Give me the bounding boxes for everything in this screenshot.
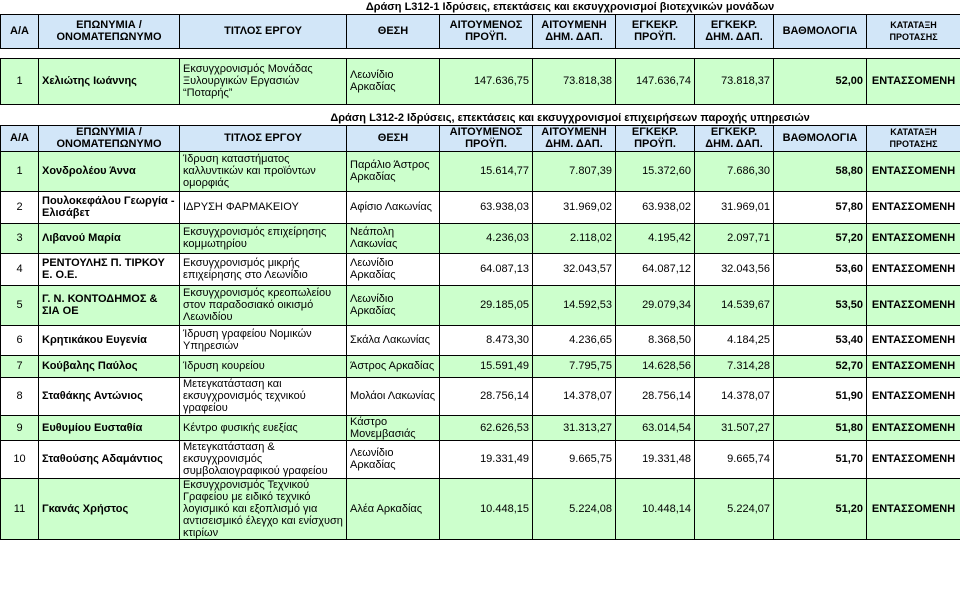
l312-2-cell-name: Σταθάκης Αντώνιος bbox=[39, 377, 180, 415]
l312-2-cell-approved-budget: 64.087,12 bbox=[616, 253, 695, 285]
l312-1-cell-approved-budget: 147.636,74 bbox=[616, 58, 695, 104]
l312-2-cell-approved-public-expense: 7.314,28 bbox=[695, 355, 774, 377]
table-row bbox=[1, 191, 960, 223]
l312-2-cell-requested-public-expense: 31.313,27 bbox=[533, 415, 616, 440]
l312-2-cell-project-title: Εκσυγχρονισμός μικρής επιχείρησης στο Λεωνίδιο bbox=[180, 253, 347, 285]
l312-2-cell-project-title: Κέντρο φυσικής ευεξίας bbox=[180, 415, 347, 440]
spacer-cell bbox=[1, 48, 960, 58]
l312-2-cell-approved-public-expense: 9.665,74 bbox=[695, 440, 774, 478]
l312-1-title-spacer bbox=[1, 0, 180, 14]
table-row bbox=[1, 440, 960, 478]
action-l312-1-table bbox=[0, 0, 960, 105]
l312-1-cell-aa: 1 bbox=[1, 58, 39, 104]
l312-2-cell-score: 57,20 bbox=[774, 223, 867, 253]
l312-2-cell-requested-public-expense: 7.807,39 bbox=[533, 151, 616, 191]
l312-2-cell-requested-budget: 15.591,49 bbox=[440, 355, 533, 377]
l312-2-cell-requested-public-expense: 5.224,08 bbox=[533, 478, 616, 539]
l312-2-cell-aa: 1 bbox=[1, 151, 39, 191]
l312-2-cell-ranking: ΕΝΤΑΣΣΟΜΕΝΗ bbox=[867, 223, 960, 253]
l312-2-header-requested-budget: ΑΙΤΟΥΜΕΝΟΣ ΠΡΟΫΠ. bbox=[440, 125, 533, 151]
l312-1-cell-project-title: Εκσυγχρονισμός Μονάδας Ξυλουργικών Εργασιών “Ποταρής” bbox=[180, 58, 347, 104]
l312-2-cell-ranking: ΕΝΤΑΣΣΟΜΕΝΗ bbox=[867, 253, 960, 285]
l312-2-cell-requested-budget: 64.087,13 bbox=[440, 253, 533, 285]
l312-2-cell-requested-public-expense: 32.043,57 bbox=[533, 253, 616, 285]
l312-2-cell-requested-budget: 29.185,05 bbox=[440, 285, 533, 325]
l312-2-header-approved-public-expense: ΕΓΚΕΚΡ. ΔΗΜ. ΔΑΠ. bbox=[695, 125, 774, 151]
l312-1-header-location: ΘΕΣΗ bbox=[347, 14, 440, 48]
l312-2-cell-location: Νεάπολη Λακωνίας bbox=[347, 223, 440, 253]
l312-2-cell-requested-public-expense: 9.665,75 bbox=[533, 440, 616, 478]
l312-2-cell-approved-public-expense: 14.378,07 bbox=[695, 377, 774, 415]
l312-2-cell-ranking: ΕΝΤΑΣΣΟΜΕΝΗ bbox=[867, 151, 960, 191]
l312-1-header-approved-budget: ΕΓΚΕΚΡ. ΠΡΟΫΠ. bbox=[616, 14, 695, 48]
l312-2-cell-requested-budget: 28.756,14 bbox=[440, 377, 533, 415]
l312-2-cell-project-title: Ίδρυση γραφείου Νομικών Υπηρεσιών bbox=[180, 325, 347, 355]
l312-2-cell-score: 51,70 bbox=[774, 440, 867, 478]
l312-2-header-requested-public-expense: ΑΙΤΟΥΜΕΝΗ ΔΗΜ. ΔΑΠ. bbox=[533, 125, 616, 151]
table-row bbox=[1, 285, 960, 325]
l312-2-cell-name: Χονδρολέου Άννα bbox=[39, 151, 180, 191]
table-row bbox=[1, 377, 960, 415]
l312-2-cell-name: Κρητικάκου Ευγενία bbox=[39, 325, 180, 355]
l312-2-header-name: ΕΠΩΝΥΜΙΑ / ΟΝΟΜΑΤΕΠΩΝΥΜΟ bbox=[39, 125, 180, 151]
l312-2-cell-approved-public-expense: 31.507,27 bbox=[695, 415, 774, 440]
l312-1-header-name: ΕΠΩΝΥΜΙΑ / ΟΝΟΜΑΤΕΠΩΝΥΜΟ bbox=[39, 14, 180, 48]
l312-1-cell-location: Λεωνίδιο Αρκαδίας bbox=[347, 58, 440, 104]
l312-2-cell-name: Γ. Ν. ΚΟΝΤΟΔΗΜΟΣ & ΣΙΑ ΟΕ bbox=[39, 285, 180, 325]
l312-2-cell-project-title: Εκσυγχρονισμός κρεοπωλείου στον παραδοσιακό οικισμό Λεωνιδίου bbox=[180, 285, 347, 325]
l312-2-cell-requested-budget: 63.938,03 bbox=[440, 191, 533, 223]
table-row bbox=[1, 355, 960, 377]
spacer-row bbox=[1, 48, 960, 58]
l312-2-cell-score: 53,50 bbox=[774, 285, 867, 325]
l312-2-cell-aa: 7 bbox=[1, 355, 39, 377]
l312-2-cell-location: Λεωνίδιο Αρκαδίας bbox=[347, 253, 440, 285]
l312-1-header-project-title: ΤΙΤΛΟΣ ΕΡΓΟΥ bbox=[180, 14, 347, 48]
table-row bbox=[1, 223, 960, 253]
l312-1-header-requested-budget: ΑΙΤΟΥΜΕΝΟΣ ΠΡΟΫΠ. bbox=[440, 14, 533, 48]
l312-2-cell-location: Αφίσιο Λακωνίας bbox=[347, 191, 440, 223]
l312-1-title: Δράση L312-1 Ιδρύσεις, επεκτάσεις και εκσυγχρονισμοί βιοτεχνικών μονάδων bbox=[180, 0, 960, 14]
l312-1-cell-approved-public-expense: 73.818,37 bbox=[695, 58, 774, 104]
l312-2-cell-project-title: Εκσυγχρονισμός Τεχνικού Γραφείου με ειδικό τεχνικό λογισμικό και εξοπλισμό για αντισεισμικό έλεγχο και ενίσχυση κτιρίων bbox=[180, 478, 347, 539]
l312-2-cell-approved-budget: 15.372,60 bbox=[616, 151, 695, 191]
l312-1-cell-requested-public-expense: 73.818,38 bbox=[533, 58, 616, 104]
l312-2-cell-requested-public-expense: 7.795,75 bbox=[533, 355, 616, 377]
l312-2-cell-name: Κούβαλης Παύλος bbox=[39, 355, 180, 377]
l312-2-cell-project-title: Μετεγκατάσταση & εκσυγχρονισμός συμβολαιογραφικού γραφείου bbox=[180, 440, 347, 478]
l312-2-cell-requested-budget: 10.448,15 bbox=[440, 478, 533, 539]
l312-2-header-location: ΘΕΣΗ bbox=[347, 125, 440, 151]
l312-2-cell-approved-public-expense: 4.184,25 bbox=[695, 325, 774, 355]
l312-2-cell-location: Κάστρο Μονεμβασιάς bbox=[347, 415, 440, 440]
l312-2-cell-aa: 2 bbox=[1, 191, 39, 223]
l312-2-cell-name: Ευθυμίου Ευσταθία bbox=[39, 415, 180, 440]
table-row bbox=[1, 151, 960, 191]
l312-2-cell-ranking: ΕΝΤΑΣΣΟΜΕΝΗ bbox=[867, 355, 960, 377]
l312-1-header-ranking: ΚΑΤΑΤΑΞΗ ΠΡΟΤΑΣΗΣ bbox=[867, 14, 960, 48]
l312-1-header-approved-public-expense: ΕΓΚΕΚΡ. ΔΗΜ. ΔΑΠ. bbox=[695, 14, 774, 48]
l312-2-cell-ranking: ΕΝΤΑΣΣΟΜΕΝΗ bbox=[867, 440, 960, 478]
l312-1-cell-ranking: ΕΝΤΑΣΣΟΜΕΝΗ bbox=[867, 58, 960, 104]
l312-2-header-approved-budget: ΕΓΚΕΚΡ. ΠΡΟΫΠ. bbox=[616, 125, 695, 151]
l312-2-cell-aa: 9 bbox=[1, 415, 39, 440]
l312-2-cell-aa: 4 bbox=[1, 253, 39, 285]
l312-2-cell-approved-public-expense: 5.224,07 bbox=[695, 478, 774, 539]
l312-2-cell-aa: 10 bbox=[1, 440, 39, 478]
l312-2-cell-approved-budget: 4.195,42 bbox=[616, 223, 695, 253]
l312-2-cell-approved-budget: 10.448,14 bbox=[616, 478, 695, 539]
l312-2-cell-project-title: Ίδρυση καταστήματος καλλυντικών και προϊόντων ομορφιάς bbox=[180, 151, 347, 191]
l312-2-cell-requested-public-expense: 31.969,02 bbox=[533, 191, 616, 223]
l312-2-cell-aa: 6 bbox=[1, 325, 39, 355]
l312-2-cell-approved-budget: 8.368,50 bbox=[616, 325, 695, 355]
l312-2-cell-name: Πουλοκεφάλου Γεωργία - Ελισάβετ bbox=[39, 191, 180, 223]
l312-2-cell-aa: 8 bbox=[1, 377, 39, 415]
l312-2-cell-score: 53,60 bbox=[774, 253, 867, 285]
l312-2-cell-requested-budget: 15.614,77 bbox=[440, 151, 533, 191]
l312-2-cell-aa: 3 bbox=[1, 223, 39, 253]
action-l312-2-table bbox=[0, 111, 960, 540]
table-row bbox=[1, 58, 960, 104]
l312-2-cell-requested-public-expense: 14.378,07 bbox=[533, 377, 616, 415]
l312-1-header-score: ΒΑΘΜΟΛΟΓΙΑ bbox=[774, 14, 867, 48]
l312-2-cell-ranking: ΕΝΤΑΣΣΟΜΕΝΗ bbox=[867, 377, 960, 415]
l312-2-cell-name: ΡΕΝΤΟΥΛΗΣ Π. ΤΙΡΚΟΥ Ε. Ο.Ε. bbox=[39, 253, 180, 285]
l312-2-header-ranking: ΚΑΤΑΤΑΞΗ ΠΡΟΤΑΣΗΣ bbox=[867, 125, 960, 151]
l312-2-cell-project-title: Ίδρυση κουρείου bbox=[180, 355, 347, 377]
l312-1-header-requested-public-expense: ΑΙΤΟΥΜΕΝΗ ΔΗΜ. ΔΑΠ. bbox=[533, 14, 616, 48]
l312-2-cell-requested-public-expense: 14.592,53 bbox=[533, 285, 616, 325]
l312-2-cell-requested-budget: 62.626,53 bbox=[440, 415, 533, 440]
l312-2-cell-score: 58,80 bbox=[774, 151, 867, 191]
l312-2-cell-location: Λεωνίδιο Αρκαδίας bbox=[347, 440, 440, 478]
l312-1-cell-score: 52,00 bbox=[774, 58, 867, 104]
l312-2-cell-approved-budget: 28.756,14 bbox=[616, 377, 695, 415]
l312-2-cell-ranking: ΕΝΤΑΣΣΟΜΕΝΗ bbox=[867, 325, 960, 355]
l312-2-cell-approved-public-expense: 32.043,56 bbox=[695, 253, 774, 285]
l312-2-cell-approved-public-expense: 7.686,30 bbox=[695, 151, 774, 191]
l312-2-cell-name: Σταθούσης Αδαμάντιος bbox=[39, 440, 180, 478]
l312-2-cell-aa: 5 bbox=[1, 285, 39, 325]
l312-2-cell-project-title: Μετεγκατάσταση και εκσυγχρονισμός τεχνικού γραφείου bbox=[180, 377, 347, 415]
l312-2-cell-approved-budget: 19.331,48 bbox=[616, 440, 695, 478]
l312-2-cell-location: Μολάοι Λακωνίας bbox=[347, 377, 440, 415]
l312-2-cell-ranking: ΕΝΤΑΣΣΟΜΕΝΗ bbox=[867, 415, 960, 440]
table-row bbox=[1, 478, 960, 539]
l312-2-cell-ranking: ΕΝΤΑΣΣΟΜΕΝΗ bbox=[867, 478, 960, 539]
l312-2-cell-requested-budget: 19.331,49 bbox=[440, 440, 533, 478]
l312-2-cell-score: 52,70 bbox=[774, 355, 867, 377]
l312-2-cell-name: Γκανάς Χρήστος bbox=[39, 478, 180, 539]
l312-2-cell-score: 51,20 bbox=[774, 478, 867, 539]
l312-2-header-project-title: ΤΙΤΛΟΣ ΕΡΓΟΥ bbox=[180, 125, 347, 151]
l312-2-cell-approved-budget: 14.628,56 bbox=[616, 355, 695, 377]
l312-2-header-score: ΒΑΘΜΟΛΟΓΙΑ bbox=[774, 125, 867, 151]
l312-2-cell-requested-public-expense: 4.236,65 bbox=[533, 325, 616, 355]
l312-2-cell-aa: 11 bbox=[1, 478, 39, 539]
l312-2-cell-location: Άστρος Αρκαδίας bbox=[347, 355, 440, 377]
l312-2-cell-location: Λεωνίδιο Αρκαδίας bbox=[347, 285, 440, 325]
l312-1-header-aa: Α/Α bbox=[1, 14, 39, 48]
l312-2-title-spacer bbox=[1, 111, 180, 125]
l312-2-cell-location: Αλέα Αρκαδίας bbox=[347, 478, 440, 539]
l312-2-cell-ranking: ΕΝΤΑΣΣΟΜΕΝΗ bbox=[867, 285, 960, 325]
l312-2-cell-approved-public-expense: 14.539,67 bbox=[695, 285, 774, 325]
l312-2-cell-ranking: ΕΝΤΑΣΣΟΜΕΝΗ bbox=[867, 191, 960, 223]
l312-2-cell-requested-budget: 8.473,30 bbox=[440, 325, 533, 355]
l312-2-title: Δράση L312-2 Ιδρύσεις, επεκτάσεις και εκσυγχρονισμοί επιχειρήσεων παροχής υπηρεσιών bbox=[180, 111, 960, 125]
l312-2-cell-requested-public-expense: 2.118,02 bbox=[533, 223, 616, 253]
l312-2-header-aa: Α/Α bbox=[1, 125, 39, 151]
l312-2-cell-name: Λιβανού Μαρία bbox=[39, 223, 180, 253]
l312-2-cell-approved-budget: 29.079,34 bbox=[616, 285, 695, 325]
l312-1-cell-name: Χελιώτης Ιωάννης bbox=[39, 58, 180, 104]
l312-2-cell-location: Σκάλα Λακωνίας bbox=[347, 325, 440, 355]
l312-2-cell-score: 51,90 bbox=[774, 377, 867, 415]
l312-2-cell-approved-public-expense: 31.969,01 bbox=[695, 191, 774, 223]
l312-2-cell-approved-budget: 63.938,02 bbox=[616, 191, 695, 223]
table-row bbox=[1, 253, 960, 285]
l312-2-cell-approved-budget: 63.014,54 bbox=[616, 415, 695, 440]
l312-2-cell-approved-public-expense: 2.097,71 bbox=[695, 223, 774, 253]
l312-2-cell-score: 53,40 bbox=[774, 325, 867, 355]
l312-2-cell-score: 57,80 bbox=[774, 191, 867, 223]
l312-1-cell-requested-budget: 147.636,75 bbox=[440, 58, 533, 104]
l312-2-cell-location: Παράλιο Άστρος Αρκαδίας bbox=[347, 151, 440, 191]
l312-2-cell-score: 51,80 bbox=[774, 415, 867, 440]
l312-2-cell-project-title: ΙΔΡΥΣΗ ΦΑΡΜΑΚΕΙΟΥ bbox=[180, 191, 347, 223]
table-row bbox=[1, 415, 960, 440]
table-row bbox=[1, 325, 960, 355]
l312-2-cell-project-title: Εκσυγχρονισμός επιχείρησης κομμωτηρίου bbox=[180, 223, 347, 253]
l312-2-cell-requested-budget: 4.236,03 bbox=[440, 223, 533, 253]
